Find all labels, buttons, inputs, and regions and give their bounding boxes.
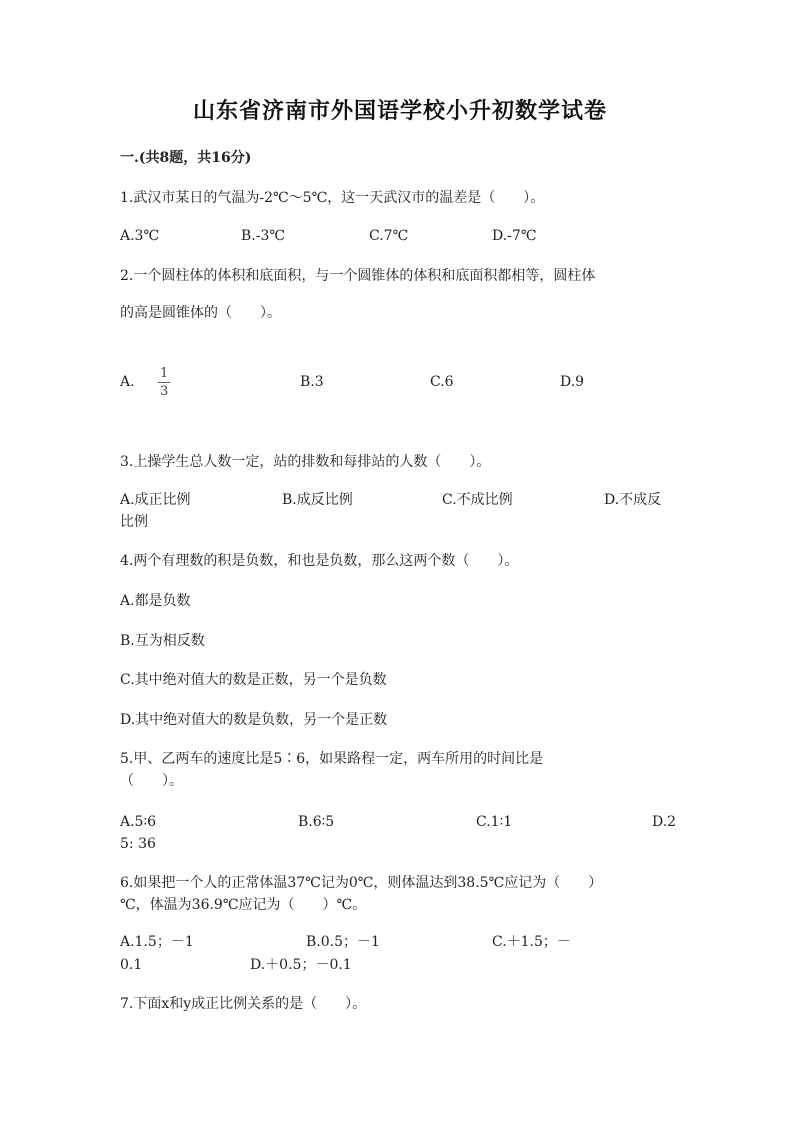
q3-option-d-wrap: 比例 (120, 514, 148, 530)
q6-option-a[interactable]: A.1.5；－1 (120, 934, 194, 950)
q4-option-c[interactable]: C.其中绝对值大的数是正数，另一个是负数 (120, 672, 387, 688)
question-2-stem-line-2: 的高是圆锥体的（ ）。 (120, 305, 281, 321)
question-6-stem-line-1: 6.如果把一个人的正常体温37℃记为0℃，则体温达到38.5℃应记为（ ） (120, 875, 603, 891)
q2-option-a-label[interactable]: A. (120, 374, 135, 390)
question-2-stem-line-1: 2.一个圆柱体的体积和底面积，与一个圆锥体的体积和底面积都相等，圆柱体 (120, 268, 596, 284)
section-heading: 一.(共8题，共16分) (120, 150, 252, 166)
q4-option-d[interactable]: D.其中绝对值大的数是负数，另一个是正数 (120, 712, 388, 728)
q4-option-a[interactable]: A.都是负数 (120, 593, 191, 609)
q1-option-c[interactable]: C.7℃ (369, 228, 409, 244)
q5-option-b[interactable]: B.6∶5 (298, 814, 335, 830)
q2-option-a-fraction (158, 366, 170, 399)
question-5-stem-line-2: （ ）。 (120, 773, 183, 789)
fraction-bar (158, 382, 170, 383)
question-3-stem: 3.上操学生总人数一定，站的排数和每排站的人数（ ）。 (120, 454, 491, 470)
q3-option-b[interactable]: B.成反比例 (282, 492, 353, 508)
q3-option-d[interactable]: D.不成反 (604, 492, 662, 508)
q2-option-c[interactable]: C.6 (430, 374, 454, 390)
fraction-denominator: 3 (160, 384, 169, 399)
question-4-stem: 4.两个有理数的积是负数，和也是负数，那么这两个数（ ）。 (120, 553, 519, 569)
q5-option-c[interactable]: C.1∶1 (476, 814, 513, 830)
q6-option-c-wrap: 0.1 (120, 957, 143, 973)
q3-option-c[interactable]: C.不成比例 (442, 492, 513, 508)
question-5-stem-line-1: 5.甲、乙两车的速度比是5∶6，如果路程一定，两车所用的时间比是 (120, 751, 544, 767)
q5-option-d[interactable]: D.2 (652, 814, 677, 830)
q6-option-d[interactable]: D.＋0.5；－0.1 (250, 957, 352, 973)
q6-option-c[interactable]: C.＋1.5；－ (492, 934, 571, 950)
q2-option-d[interactable]: D.9 (560, 374, 585, 390)
q3-option-a[interactable]: A.成正比例 (120, 492, 191, 508)
q1-option-d[interactable]: D.-7℃ (492, 228, 537, 244)
q1-option-a[interactable]: A.3℃ (120, 228, 160, 244)
q4-option-b[interactable]: B.互为相反数 (120, 633, 205, 649)
q2-option-b[interactable]: B.3 (300, 374, 324, 390)
question-6-stem-line-2: ℃，体温为36.9℃应记为（ ）℃。 (120, 897, 367, 913)
page-title: 山东省济南市外国语学校小升初数学试卷 (192, 98, 607, 124)
q6-option-b[interactable]: B.0.5；－1 (306, 934, 380, 950)
q5-option-a[interactable]: A.5∶6 (120, 814, 157, 830)
question-7-stem: 7.下面x和y成正比例关系的是（ ）。 (120, 996, 367, 1012)
fraction-numerator: 1 (160, 366, 169, 381)
q5-option-d-wrap: 5: 36 (120, 836, 156, 852)
q1-option-b[interactable]: B.-3℃ (241, 228, 286, 244)
question-1-stem: 1.武汉市某日的气温为-2℃～5℃，这一天武汉市的温差是（ ）。 (120, 190, 545, 206)
